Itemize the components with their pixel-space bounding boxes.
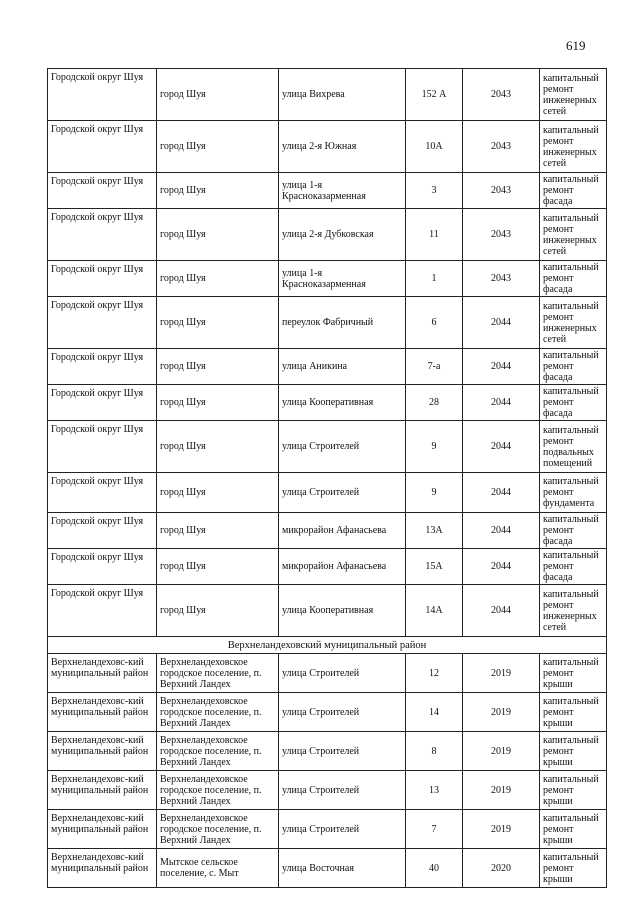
municipality-cell: Городской округ Шуя [48, 121, 157, 173]
table-row [48, 473, 607, 513]
settlement-cell: город Шуя [157, 549, 279, 585]
street-cell: микрорайон Афанасьева [279, 549, 406, 585]
year-cell: 2019 [463, 654, 540, 693]
settlement-cell: город Шуя [157, 297, 279, 349]
work-type-cell: капитальный ремонт инженерных сетей [540, 69, 607, 121]
work-type-cell: капитальный ремонт фасада [540, 385, 607, 421]
municipality-cell: Городской округ Шуя [48, 297, 157, 349]
house-number-cell: 15А [406, 549, 463, 585]
table-row [48, 297, 607, 349]
settlement-cell: город Шуя [157, 513, 279, 549]
year-cell: 2044 [463, 385, 540, 421]
municipality-cell: Верхнеландеховс-кий муниципальный район [48, 810, 157, 849]
settlement-cell: город Шуя [157, 385, 279, 421]
municipality-cell: Городской округ Шуя [48, 549, 157, 585]
registry-table [47, 68, 607, 888]
work-type-cell: капитальный ремонт крыши [540, 771, 607, 810]
table-row [48, 421, 607, 473]
settlement-cell: Верхнеландеховское городское поселение, п. Верхний Ландех [157, 810, 279, 849]
year-cell: 2019 [463, 810, 540, 849]
table-row [48, 693, 607, 732]
house-number-cell: 9 [406, 473, 463, 513]
work-type-cell: капитальный ремонт крыши [540, 732, 607, 771]
table-row [48, 261, 607, 297]
settlement-cell: город Шуя [157, 173, 279, 209]
work-type-cell: капитальный ремонт фундамента [540, 473, 607, 513]
table-row [48, 121, 607, 173]
settlement-cell: город Шуя [157, 421, 279, 473]
street-cell: улица Строителей [279, 473, 406, 513]
table-row [48, 849, 607, 888]
settlement-cell: Мытское сельское поселение, с. Мыт [157, 849, 279, 888]
settlement-cell: город Шуя [157, 585, 279, 637]
table-row [48, 209, 607, 261]
settlement-cell: Верхнеландеховское городское поселение, п. Верхний Ландех [157, 693, 279, 732]
year-cell: 2019 [463, 693, 540, 732]
house-number-cell: 3 [406, 173, 463, 209]
year-cell: 2044 [463, 349, 540, 385]
house-number-cell: 13 [406, 771, 463, 810]
street-cell: улица Строителей [279, 654, 406, 693]
year-cell: 2044 [463, 421, 540, 473]
table-row [48, 585, 607, 637]
table-row [48, 549, 607, 585]
year-cell: 2044 [463, 297, 540, 349]
work-type-cell: капитальный ремонт фасада [540, 349, 607, 385]
year-cell: 2043 [463, 69, 540, 121]
year-cell: 2044 [463, 513, 540, 549]
page-number: 619 [566, 38, 586, 53]
settlement-cell: город Шуя [157, 69, 279, 121]
settlement-cell: Верхнеландеховское городское поселение, п. Верхний Ландех [157, 732, 279, 771]
street-cell: улица Кооперативная [279, 585, 406, 637]
table-row [48, 732, 607, 771]
work-type-cell: капитальный ремонт крыши [540, 810, 607, 849]
municipality-cell: Городской округ Шуя [48, 209, 157, 261]
street-cell: улица Вихрева [279, 69, 406, 121]
house-number-cell: 28 [406, 385, 463, 421]
house-number-cell: 12 [406, 654, 463, 693]
house-number-cell: 11 [406, 209, 463, 261]
street-cell: улица Строителей [279, 693, 406, 732]
year-cell: 2043 [463, 209, 540, 261]
house-number-cell: 9 [406, 421, 463, 473]
house-number-cell: 40 [406, 849, 463, 888]
municipality-cell: Верхнеландеховс-кий муниципальный район [48, 732, 157, 771]
table-row [48, 654, 607, 693]
street-cell: микрорайон Афанасьева [279, 513, 406, 549]
municipality-cell: Верхнеландеховс-кий муниципальный район [48, 654, 157, 693]
section-title: Верхнеландеховский муниципальный район [48, 637, 607, 654]
settlement-cell: Верхнеландеховское городское поселение, п. Верхний Ландех [157, 654, 279, 693]
settlement-cell: город Шуя [157, 349, 279, 385]
house-number-cell: 14 [406, 693, 463, 732]
municipality-cell: Верхнеландеховс-кий муниципальный район [48, 693, 157, 732]
year-cell: 2044 [463, 585, 540, 637]
year-cell: 2019 [463, 732, 540, 771]
work-type-cell: капитальный ремонт инженерных сетей [540, 585, 607, 637]
municipality-cell: Городской округ Шуя [48, 349, 157, 385]
section-header-row [48, 637, 607, 654]
house-number-cell: 1 [406, 261, 463, 297]
table-row [48, 810, 607, 849]
house-number-cell: 6 [406, 297, 463, 349]
street-cell: улица Кооперативная [279, 385, 406, 421]
work-type-cell: капитальный ремонт инженерных сетей [540, 297, 607, 349]
year-cell: 2043 [463, 173, 540, 209]
street-cell: улица Строителей [279, 810, 406, 849]
street-cell: улица 1-я Красноказарменная [279, 261, 406, 297]
table-row [48, 69, 607, 121]
street-cell: улица 1-я Красноказарменная [279, 173, 406, 209]
municipality-cell: Городской округ Шуя [48, 473, 157, 513]
settlement-cell: город Шуя [157, 261, 279, 297]
work-type-cell: капитальный ремонт инженерных сетей [540, 209, 607, 261]
settlement-cell: город Шуя [157, 121, 279, 173]
settlement-cell: город Шуя [157, 473, 279, 513]
year-cell: 2044 [463, 473, 540, 513]
municipality-cell: Городской округ Шуя [48, 421, 157, 473]
house-number-cell: 10А [406, 121, 463, 173]
house-number-cell: 152 А [406, 69, 463, 121]
municipality-cell: Городской округ Шуя [48, 69, 157, 121]
year-cell: 2043 [463, 261, 540, 297]
street-cell: улица Строителей [279, 732, 406, 771]
street-cell: улица Строителей [279, 771, 406, 810]
municipality-cell: Городской округ Шуя [48, 585, 157, 637]
table-row [48, 173, 607, 209]
municipality-cell: Городской округ Шуя [48, 385, 157, 421]
work-type-cell: капитальный ремонт фасада [540, 549, 607, 585]
house-number-cell: 7 [406, 810, 463, 849]
house-number-cell: 8 [406, 732, 463, 771]
street-cell: улица Строителей [279, 421, 406, 473]
table-row [48, 771, 607, 810]
table-row [48, 513, 607, 549]
work-type-cell: капитальный ремонт фасада [540, 261, 607, 297]
street-cell: улица 2-я Южная [279, 121, 406, 173]
municipality-cell: Городской округ Шуя [48, 513, 157, 549]
street-cell: улица Восточная [279, 849, 406, 888]
table-row [48, 349, 607, 385]
house-number-cell: 13А [406, 513, 463, 549]
work-type-cell: капитальный ремонт инженерных сетей [540, 121, 607, 173]
settlement-cell: город Шуя [157, 209, 279, 261]
municipality-cell: Городской округ Шуя [48, 173, 157, 209]
year-cell: 2020 [463, 849, 540, 888]
year-cell: 2043 [463, 121, 540, 173]
work-type-cell: капитальный ремонт крыши [540, 654, 607, 693]
work-type-cell: капитальный ремонт крыши [540, 849, 607, 888]
work-type-cell: капитальный ремонт крыши [540, 693, 607, 732]
street-cell: улица Аникина [279, 349, 406, 385]
table-row [48, 385, 607, 421]
street-cell: улица 2-я Дубковская [279, 209, 406, 261]
municipality-cell: Верхнеландеховс-кий муниципальный район [48, 771, 157, 810]
work-type-cell: капитальный ремонт подвальных помещений [540, 421, 607, 473]
year-cell: 2019 [463, 771, 540, 810]
municipality-cell: Верхнеландеховс-кий муниципальный район [48, 849, 157, 888]
house-number-cell: 7-а [406, 349, 463, 385]
work-type-cell: капитальный ремонт фасада [540, 173, 607, 209]
municipality-cell: Городской округ Шуя [48, 261, 157, 297]
settlement-cell: Верхнеландеховское городское поселение, п. Верхний Ландех [157, 771, 279, 810]
work-type-cell: капитальный ремонт фасада [540, 513, 607, 549]
street-cell: переулок Фабричный [279, 297, 406, 349]
house-number-cell: 14А [406, 585, 463, 637]
year-cell: 2044 [463, 549, 540, 585]
